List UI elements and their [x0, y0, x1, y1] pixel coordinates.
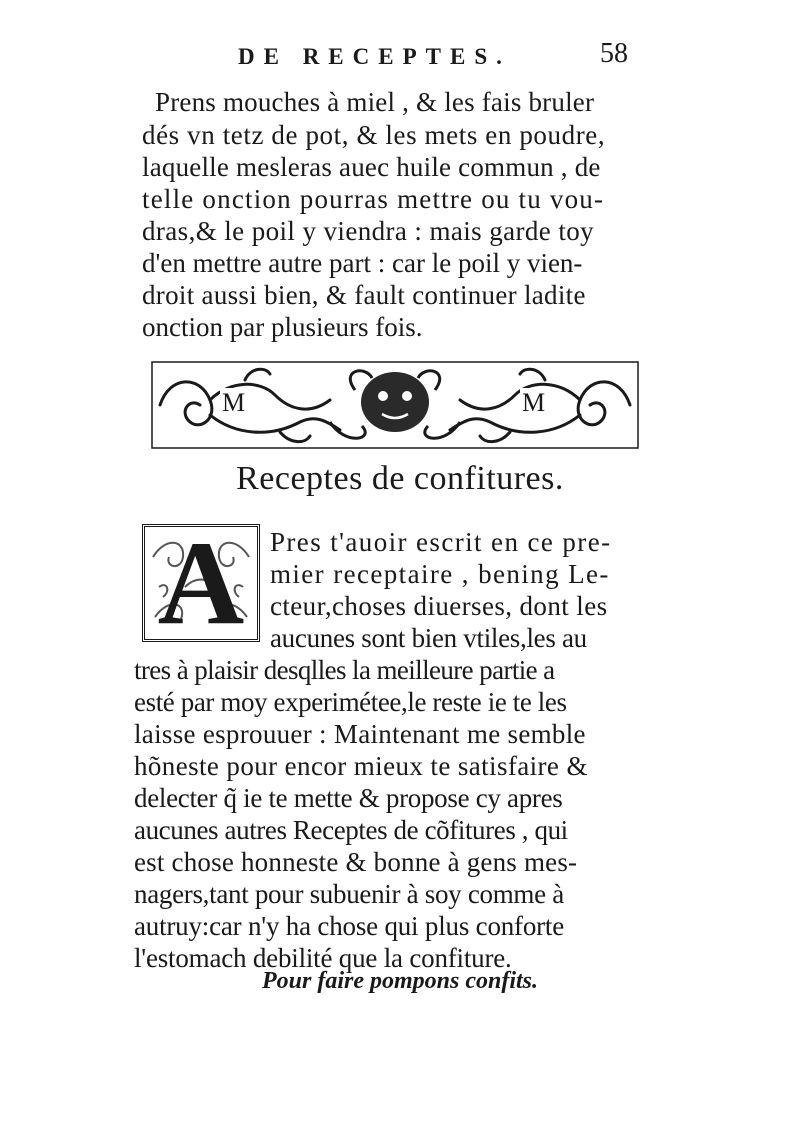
text-line: telle onction pourras mettre ou tu vou- — [142, 184, 605, 214]
text-line: dés vn tetz de pot, & les mets en poudre, — [142, 120, 606, 150]
text-line: nagers,tant pour subuenir à soy comme à — [134, 879, 564, 909]
text-line: dras,& le poil y viendra : mais garde toy — [142, 216, 595, 246]
text-line: tres à plaisir desqlles la meilleure partie a — [134, 655, 555, 685]
text-line: Pres t'auoir escrit en ce pre- — [270, 527, 612, 557]
text-line: laisse esprouuer : Maintenant me semble — [134, 719, 586, 749]
text-line: aucunes autres Receptes de cõfitures , qui — [134, 815, 568, 845]
text-line: autruy:car n'y ha chose qui plus conforte — [134, 911, 565, 941]
ornamental-headpiece — [150, 360, 640, 450]
text-line: esté par moy experimétee,le reste ie te les — [134, 687, 567, 717]
text-line: cteur,choses diuerses, dont les — [270, 591, 608, 621]
text-line: laquelle mesleras auec huile commun , de — [142, 152, 601, 182]
monogram-right: M — [522, 388, 546, 417]
section-heading: Receptes de confitures. — [236, 460, 564, 497]
text-line: Prens mouches à miel , & les fais bruler — [155, 87, 595, 117]
text-line: onction par plusieurs fois. — [142, 312, 423, 342]
running-head: DE RECEPTES. — [238, 44, 511, 69]
drop-cap-letter: A — [157, 516, 245, 649]
text-line: l'estomach debilité que la confiture. — [134, 943, 512, 973]
recipe-subheading: Pour faire pompons confits. — [261, 968, 539, 994]
drop-cap — [142, 516, 260, 649]
page-number: 58 — [600, 38, 628, 69]
monogram-left: M — [222, 388, 246, 417]
text-line: aucunes sont bien vtiles,les au — [270, 623, 587, 653]
text-line: est chose honneste & bonne à gens mes- — [134, 847, 578, 877]
text-line: mier receptaire , bening Le- — [270, 559, 610, 589]
text-line: droit aussi bien, & fault continuer ladite — [142, 280, 586, 310]
text-line: delecter q̃ ie te mette & propose cy apres — [134, 783, 563, 813]
text-line: hõneste pour encor mieux te satisfaire & — [134, 751, 588, 781]
text-line: d'en mettre autre part : car le poil y vien- — [142, 248, 583, 278]
